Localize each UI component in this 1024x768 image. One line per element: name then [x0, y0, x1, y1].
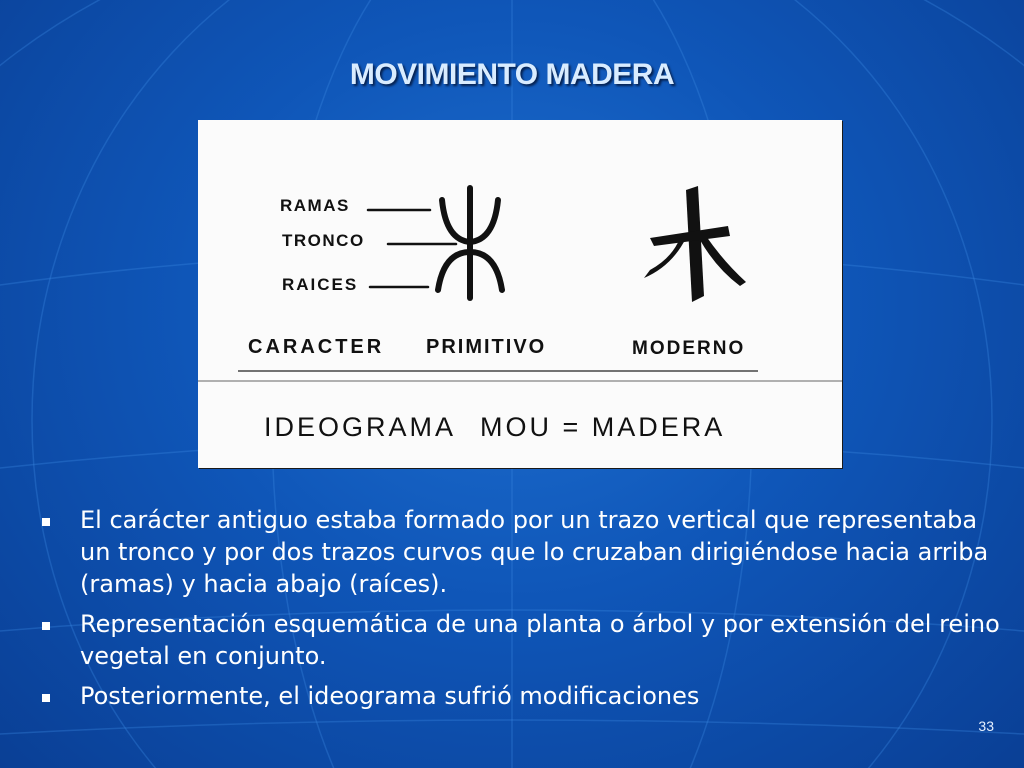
slide-title: MOVIMIENTO MADERA — [349, 58, 675, 91]
bullet-text: Representación esquemática de una planta o árbol y por extensión del reino vegetal en conjunto. — [80, 610, 1000, 670]
ideogram-figure — [198, 120, 842, 468]
bullet-item — [38, 504, 1008, 600]
label-caracter: CARACTER — [248, 336, 385, 358]
bullet-text: El carácter antiguo estaba formado por un trazo vertical que representaba un tronco y por dos trazos curvos que lo cruzaban dirigiéndose hacia arriba (ramas) y hacia abajo (raíces). — [80, 506, 989, 598]
bullet-item — [38, 680, 1008, 712]
page-number: 33 — [978, 718, 994, 734]
label-raices: RAICES — [282, 275, 359, 294]
modern-character-icon — [644, 186, 746, 302]
square-bullet-icon — [42, 694, 50, 702]
label-moderno: MODERNO — [632, 338, 746, 359]
square-bullet-icon — [42, 518, 50, 526]
label-tronco: TRONCO — [282, 231, 365, 250]
bullet-item — [38, 608, 1008, 672]
bullet-text: Posteriormente, el ideograma sufrió modificaciones — [80, 682, 700, 710]
square-bullet-icon — [42, 622, 50, 630]
label-equation: MOU = MADERA — [480, 412, 726, 442]
label-ramas: RAMAS — [280, 196, 350, 215]
label-ideograma: IDEOGRAMA — [264, 412, 457, 442]
bullet-list — [38, 504, 1008, 720]
label-primitivo: PRIMITIVO — [426, 336, 547, 358]
